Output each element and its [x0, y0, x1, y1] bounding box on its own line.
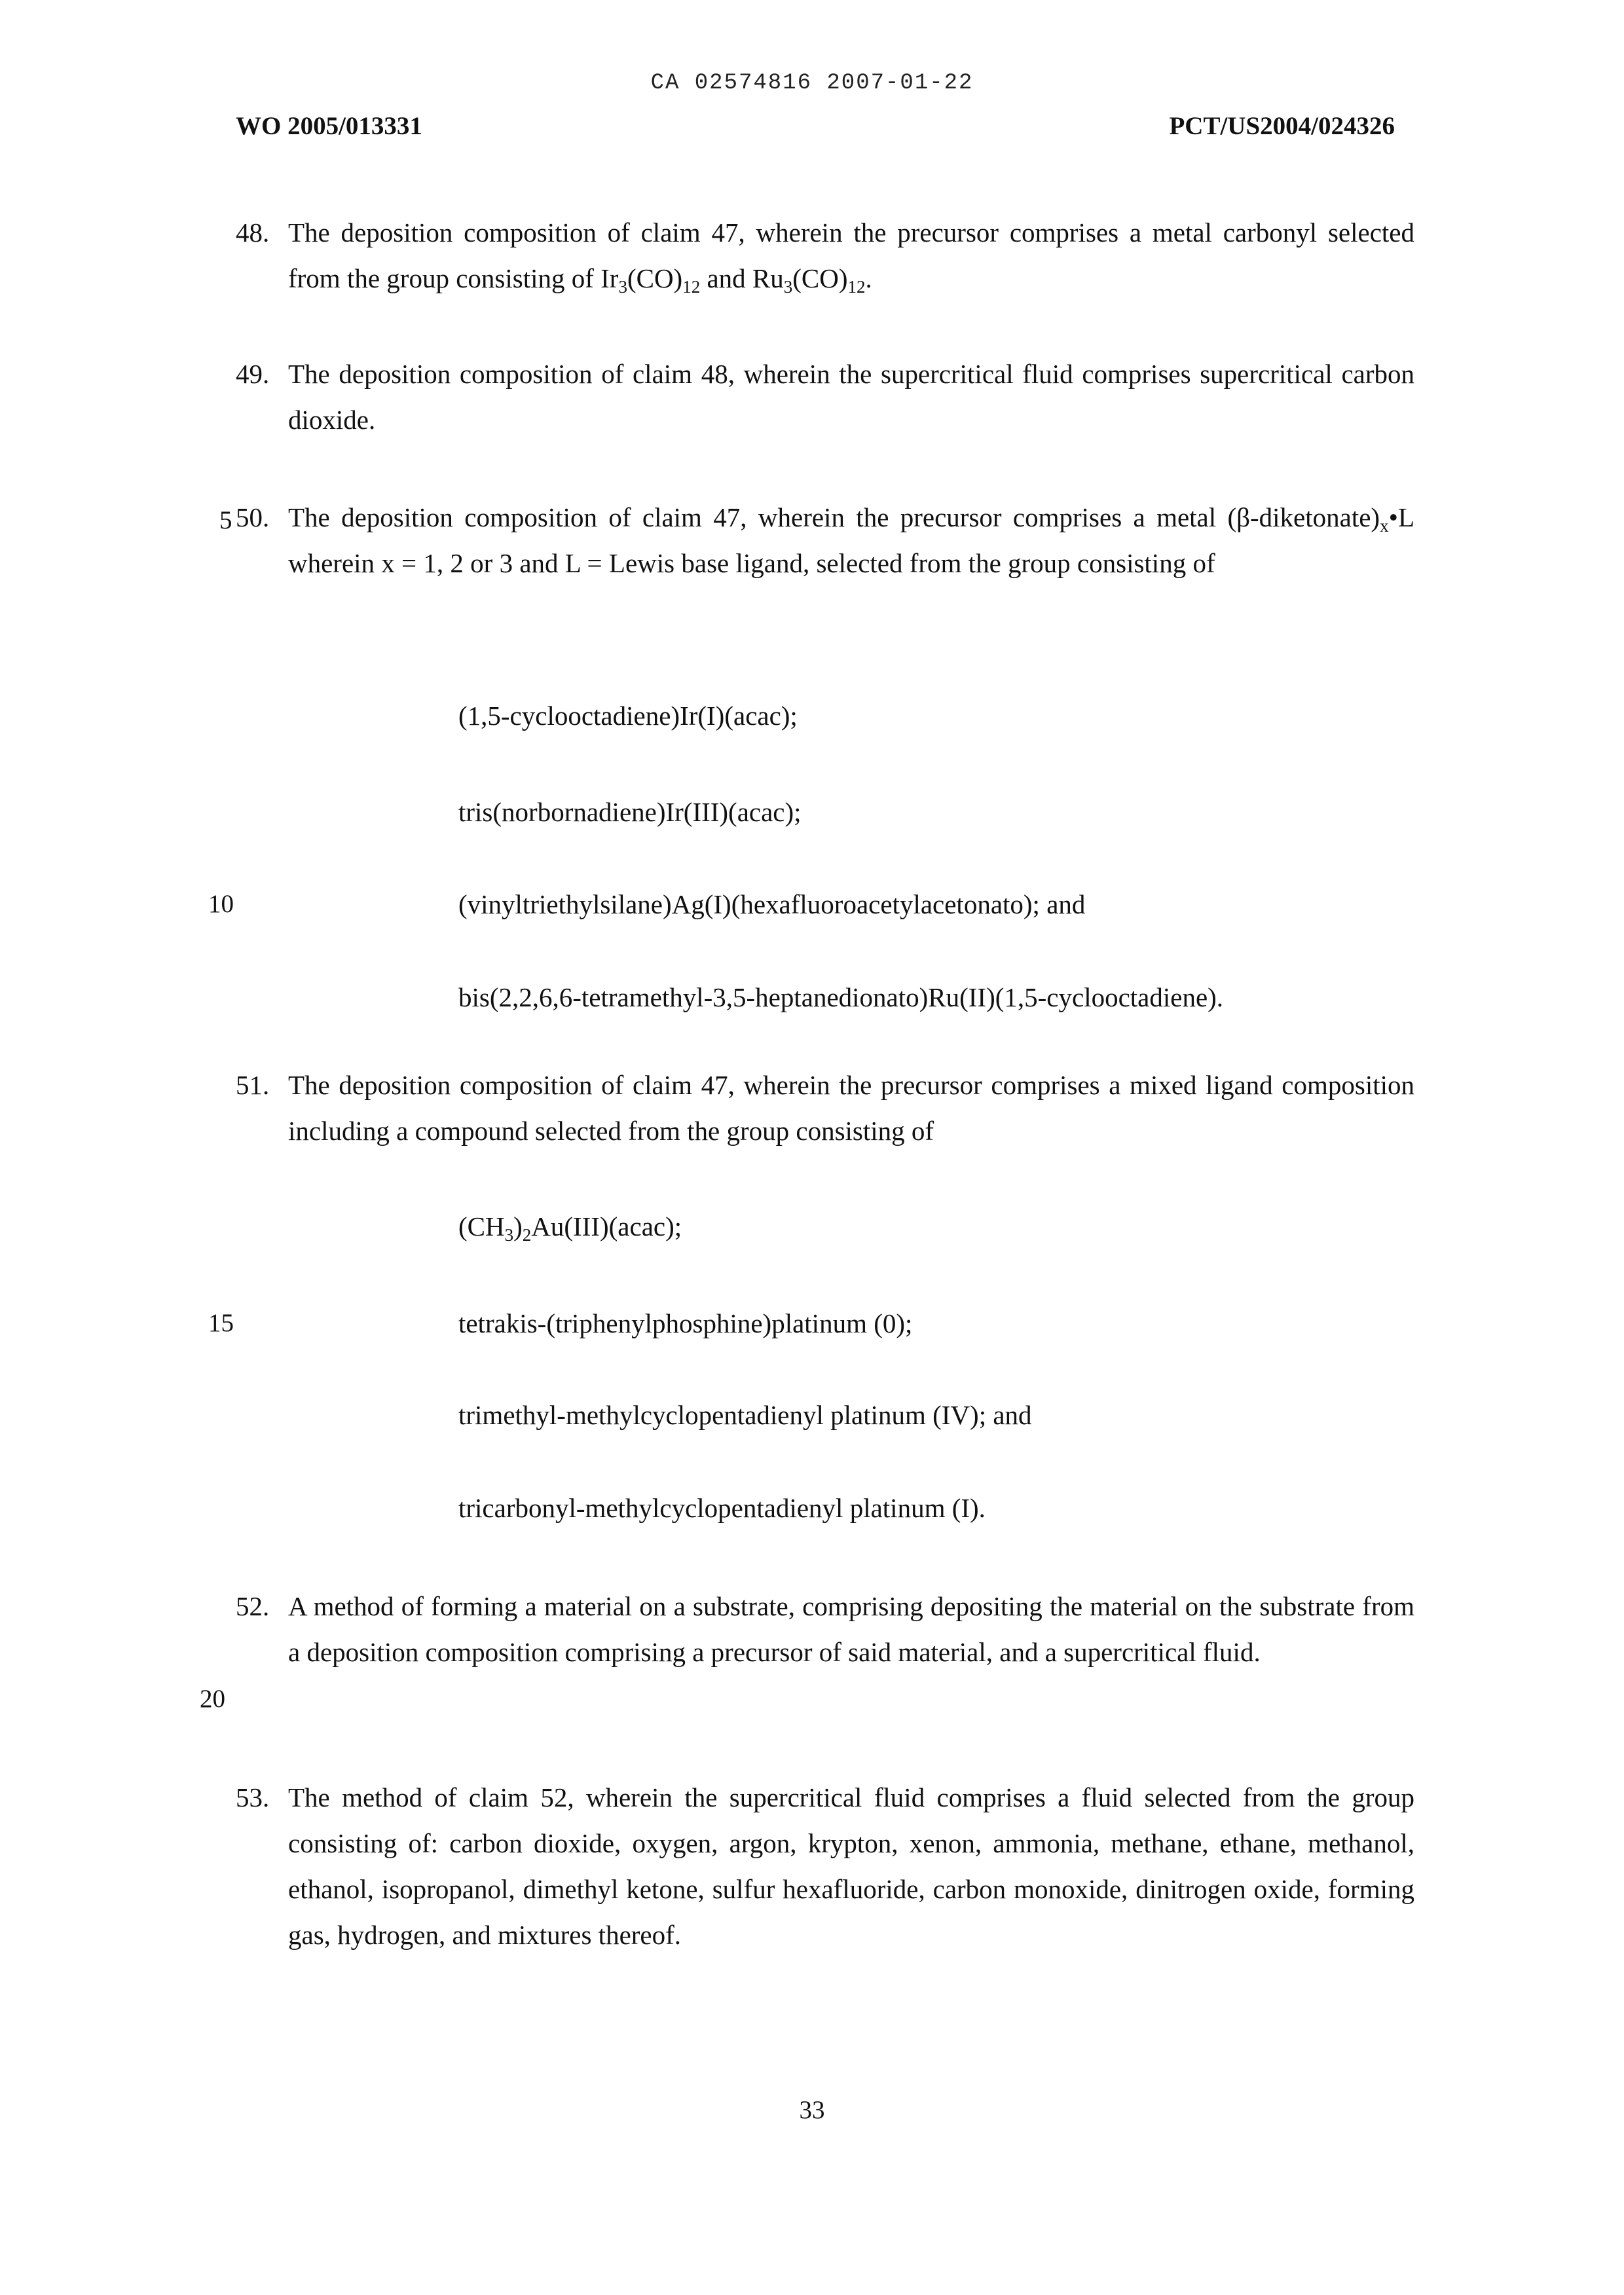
claim-text: A method of forming a material on a substrate, comprising depositing the material on the substrate from a deposition composition comprising a precursor of said material, and a supercritical fluid. [288, 1591, 1414, 1667]
claim-number: 52. [236, 1591, 270, 1621]
claim-text: The deposition composition of claim 47, wherein the precursor comprises a metal $(\beta-diketonate)_x•L$ wherein x = 1, 2 or 3 and L = Lewis base ligand, selected from the group consisting of [288, 502, 1414, 578]
page-number: 33 [799, 2096, 825, 2124]
line-number: 20 [200, 1685, 225, 1713]
compound-item: $(CH_3)_2Au(III)(acac)$; [458, 1211, 682, 1245]
claim-number: 53. [236, 1782, 270, 1812]
line-number: 5 [219, 506, 232, 534]
claim-48 [236, 210, 1414, 301]
claim-49 [236, 351, 1414, 443]
pct-application-number: PCT/US2004/024326 [1169, 112, 1395, 140]
compound-item: (vinyltriethylsilane)Ag(I)(hexafluoroacetylacetonato); and [458, 889, 1086, 919]
claim-text: The deposition composition of claim 48, wherein the supercritical fluid comprises supercritical carbon dioxide. [288, 359, 1414, 435]
line-number: 10 [208, 890, 234, 918]
compound-item: trimethyl-methylcyclopentadienyl platinum (IV); and [458, 1400, 1032, 1430]
claim-52 [236, 1583, 1414, 1675]
compound-item: (1,5-cyclooctadiene)Ir(I)(acac); [458, 701, 798, 731]
compound-item: bis(2,2,6,6-tetramethyl-3,5-heptanedionato)Ru(II)(1,5-cyclooctadiene). [458, 982, 1224, 1012]
claim-text: The method of claim 52, wherein the supercritical fluid comprises a fluid selected from the group consisting of: carbon dioxide, oxygen, argon, krypton, xenon, ammonia, methane, ethane, methanol, ethanol, isopropanol, dimethyl ketone, sulfur hexafluoride, carbon monoxide, dinitrogen oxide, forming gas, hydrogen, and mixtures thereof. [288, 1782, 1414, 1950]
claim-number: 48. [236, 217, 270, 248]
line-number: 15 [208, 1309, 234, 1337]
compound-item: tricarbonyl-methylcyclopentadienyl platinum (I). [458, 1493, 986, 1523]
claim-number: 49. [236, 359, 270, 389]
claim-51 [236, 1062, 1414, 1154]
claim-50 [236, 494, 1414, 586]
claim-text: The deposition composition of claim 47, wherein the precursor comprises a metal carbonyl selected from the group consisting of $Ir_3(CO)_{12}$ and $Ru_3(CO)_{12}$. [288, 217, 1414, 297]
claim-text: The deposition composition of claim 47, wherein the precursor comprises a mixed ligand composition including a compound selected from the group consisting of [288, 1070, 1414, 1146]
claim-number: 50. [236, 502, 270, 532]
ca-patent-number: CA 02574816 2007-01-22 [650, 71, 974, 96]
wo-publication-number: WO 2005/013331 [236, 112, 422, 140]
claim-number: 51. [236, 1070, 270, 1100]
claim-53 [236, 1774, 1414, 1958]
compound-item: tetrakis-(triphenylphosphine)platinum (0); [458, 1308, 913, 1338]
compound-item: tris(norbornadiene)Ir(III)(acac); [458, 797, 802, 827]
